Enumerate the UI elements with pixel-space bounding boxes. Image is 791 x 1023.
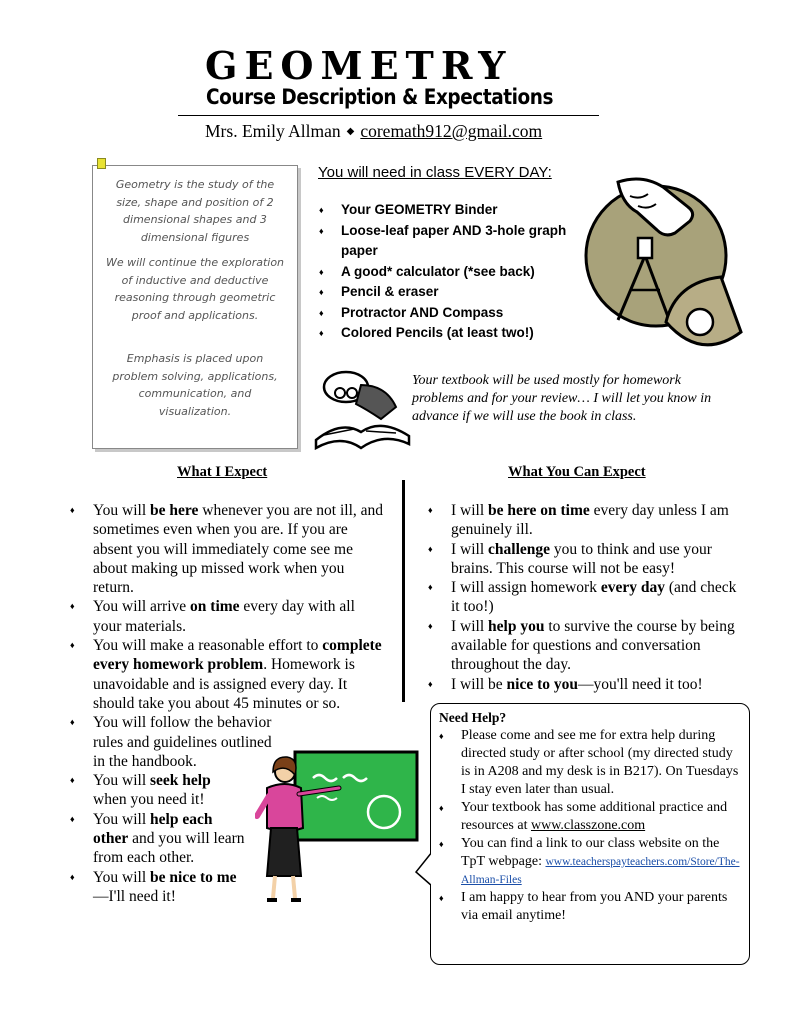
help-title: Need Help? <box>439 710 507 725</box>
list-item: ♦ You will help each other and you will learn from each other. <box>70 810 248 868</box>
list-item: ♦ I will assign homework every day (and check it too!) <box>428 578 746 617</box>
note-paragraph: Geometry is the study of the size, shape and position of 2 dimensional shapes and 3 dimensional figures <box>115 178 275 244</box>
speech-bubble-tail <box>414 850 434 890</box>
list-item: ♦ You will arrive on time every day with all your materials. <box>70 597 385 636</box>
list-item: ♦ A good* calculator (*see back) <box>318 262 598 283</box>
list-item: ♦ I will be nice to you—you'll need it too! <box>428 675 746 694</box>
diamond-icon: ◆ <box>346 126 355 137</box>
course-description-note <box>92 165 298 449</box>
compass-hand-clipart <box>578 172 748 372</box>
list-item: ♦ You will be here whenever you are not ill, and sometimes even when you are. If you are absent you will immediately come see me about making up missed work when you return. <box>70 501 385 597</box>
teacher-expectations-list <box>428 501 746 694</box>
tpt-store-link[interactable]: www.teacherspayteachers.com/Store/The-Allman-Files <box>461 856 740 886</box>
list-item: ♦ You will make a reasonable effort to complete every homework problem. Homework is unavoidable and is assigned every day. It should take you about 45 minutes or so. <box>70 636 385 713</box>
page-title: GEOMETRY <box>205 43 513 88</box>
right-heading: What You Can Expect <box>508 464 646 480</box>
reading-student-clipart <box>306 365 416 450</box>
left-heading: What I Expect <box>177 464 268 480</box>
list-item: ♦ Protractor AND Compass <box>318 303 598 324</box>
list-item: ♦ Pencil & eraser <box>318 282 598 303</box>
column-divider <box>402 480 405 702</box>
list-item: ♦ You will follow the behavior rules and guidelines outlined in the handbook. <box>70 713 273 771</box>
teacher-email[interactable]: coremath912@gmail.com <box>360 121 543 141</box>
list-item: ♦ Colored Pencils (at least two!) <box>318 323 598 344</box>
supplies-heading: You will need in class EVERY DAY: <box>318 164 552 181</box>
supplies-list <box>318 200 598 344</box>
page-subtitle: Course Description & Expectations <box>206 85 554 109</box>
list-item: ♦ Your GEOMETRY Binder <box>318 200 598 221</box>
byline <box>205 120 542 143</box>
list-item: ♦ You will be nice to me—I'll need it! <box>70 868 248 907</box>
list-item: ♦ I will help you to survive the course by being available for questions and conversation throughout the day. <box>428 617 746 675</box>
list-item: ♦ I will challenge you to think and use your brains. This course will not be easy! <box>428 540 746 579</box>
list-item: ♦ I am happy to hear from you AND your parents via email anytime! <box>438 889 743 925</box>
list-item: ♦ You will seek help when you need it! <box>70 771 248 810</box>
textbook-note: Your textbook will be used mostly for homework problems and for your review… I will let you know in advance if we will use the book in class. <box>412 373 712 424</box>
pushpin-icon <box>97 158 106 169</box>
note-paragraph: Emphasis is placed upon problem solving, applications, communication, and visualization. <box>112 352 278 418</box>
teacher-chalkboard-clipart <box>255 750 435 910</box>
need-help-box <box>430 703 750 965</box>
list-item: ♦ I will be here on time every day unless I am genuinely ill. <box>428 501 746 540</box>
list-item: ♦ Please come and see me for extra help during directed study or after school (my directed study is in A208 and my desk is in B217). On Tuesdays I stay even later than usual. <box>438 727 743 799</box>
list-item: ♦ Loose-leaf paper AND 3-hole graph paper <box>318 221 598 262</box>
help-list <box>438 727 743 925</box>
note-paragraph: We will continue the exploration of inductive and deductive reasoning through geometric proof and applications. <box>105 256 285 322</box>
classzone-link[interactable]: www.classzone.com <box>530 818 646 833</box>
header-divider <box>178 115 599 116</box>
list-item: ♦ You can find a link to our class website on the TpT webpage: www.teacherspayteachers.com/Store/The-Allman-Files <box>438 835 743 889</box>
list-item: ♦ Your textbook has some additional practice and resources at www.classzone.com <box>438 799 743 835</box>
teacher-name: Mrs. Emily Allman <box>205 121 341 141</box>
